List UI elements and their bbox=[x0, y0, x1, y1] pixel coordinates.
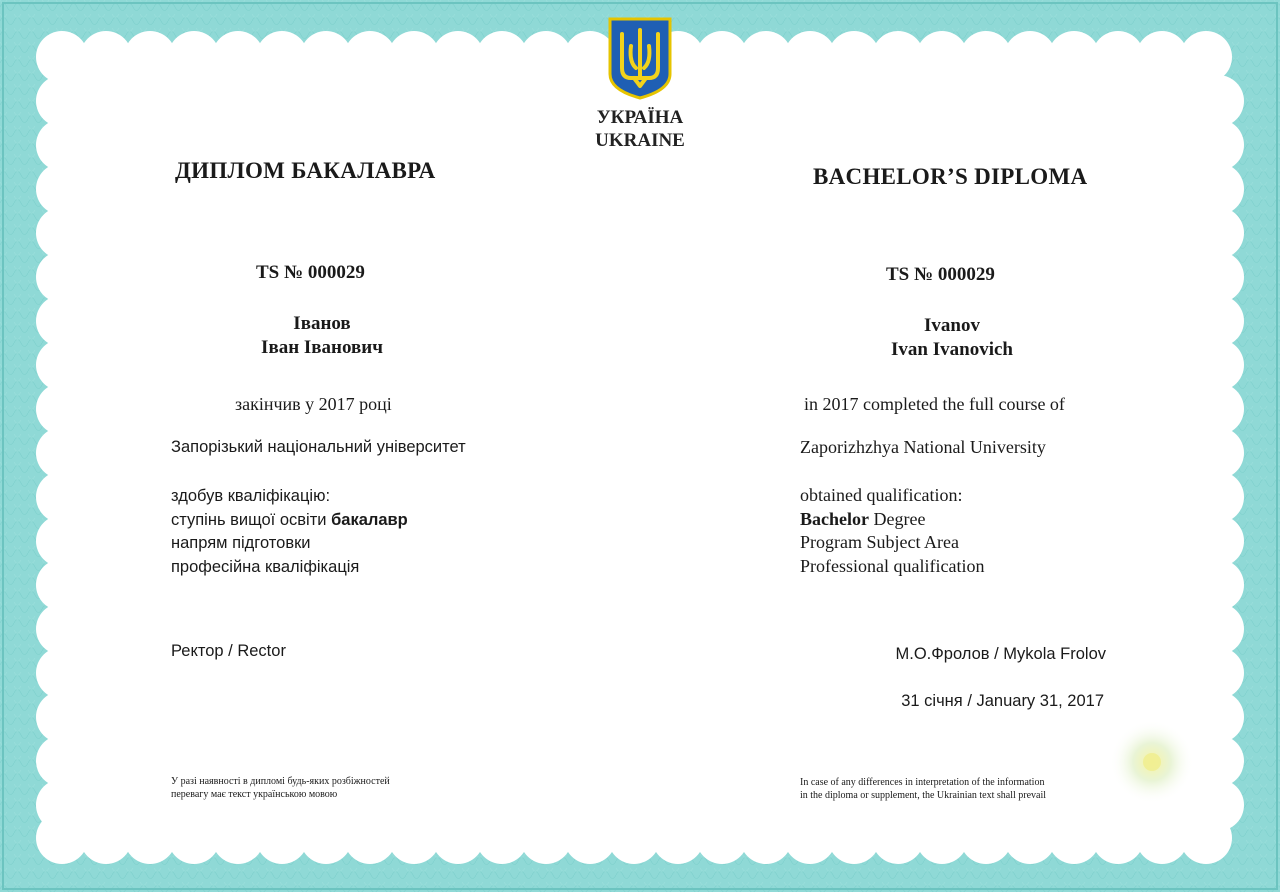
trident-coat-of-arms-icon bbox=[607, 16, 673, 100]
university-name-ua: Запорізький національний університет bbox=[171, 438, 466, 456]
footnote-en-line2: in the diploma or supplement, the Ukrainian text shall prevail bbox=[800, 790, 1047, 801]
country-name-en: UKRAINE bbox=[595, 130, 685, 151]
graduate-surname-ua: Іванов bbox=[293, 313, 351, 334]
footnote-ua-line2: перевагу має текст українською мовою bbox=[171, 789, 338, 800]
completion-year-ua: закінчив у 2017 році bbox=[235, 394, 392, 414]
completion-year-en: in 2017 completed the full course of bbox=[804, 394, 1065, 414]
program-label-ua: напрям підготовки bbox=[171, 534, 311, 552]
diploma-number-en: TS № 000029 bbox=[886, 264, 995, 285]
graduate-given-names-ua: Іван Іванович bbox=[261, 337, 383, 358]
rector-label: Ректор / Rector bbox=[171, 642, 286, 660]
diploma-title-en: BACHELOR’S DIPLOMA bbox=[813, 164, 1088, 189]
footnote-ua-line1: У разі наявності в дипломі будь-яких розбіжностей bbox=[171, 776, 390, 787]
diploma-number-ua: TS № 000029 bbox=[256, 262, 365, 283]
qualification-intro-en: obtained qualification: bbox=[800, 485, 963, 505]
graduate-surname-en: Ivanov bbox=[924, 315, 980, 336]
issue-date: 31 січня / January 31, 2017 bbox=[901, 692, 1104, 710]
degree-suffix-en: Degree bbox=[869, 508, 926, 529]
degree-name-en: Bachelor bbox=[800, 508, 869, 529]
graduate-given-names-en: Ivan Ivanovich bbox=[891, 339, 1013, 360]
state-header bbox=[565, 16, 715, 152]
degree-name-ua: бакалавр bbox=[331, 510, 408, 529]
diploma-title-ua: ДИПЛОМ БАКАЛАВРА bbox=[175, 158, 436, 183]
professional-label-ua: професійна кваліфікація bbox=[171, 557, 360, 576]
qualification-intro-ua: здобув кваліфікацію: bbox=[171, 487, 331, 505]
country-name-ua: УКРАЇНА bbox=[596, 107, 684, 128]
program-label-en: Program Subject Area bbox=[800, 532, 959, 552]
rector-signatory: М.О.Фролов / Mykola Frolov bbox=[895, 645, 1106, 663]
professional-label-en: Professional qualification bbox=[800, 555, 985, 576]
footnote-en-line1: In case of any differences in interpretation of the information bbox=[800, 777, 1045, 788]
degree-prefix-ua: ступінь вищої освіти bbox=[171, 510, 332, 529]
university-name-en: Zaporizhzhya National University bbox=[800, 437, 1046, 457]
